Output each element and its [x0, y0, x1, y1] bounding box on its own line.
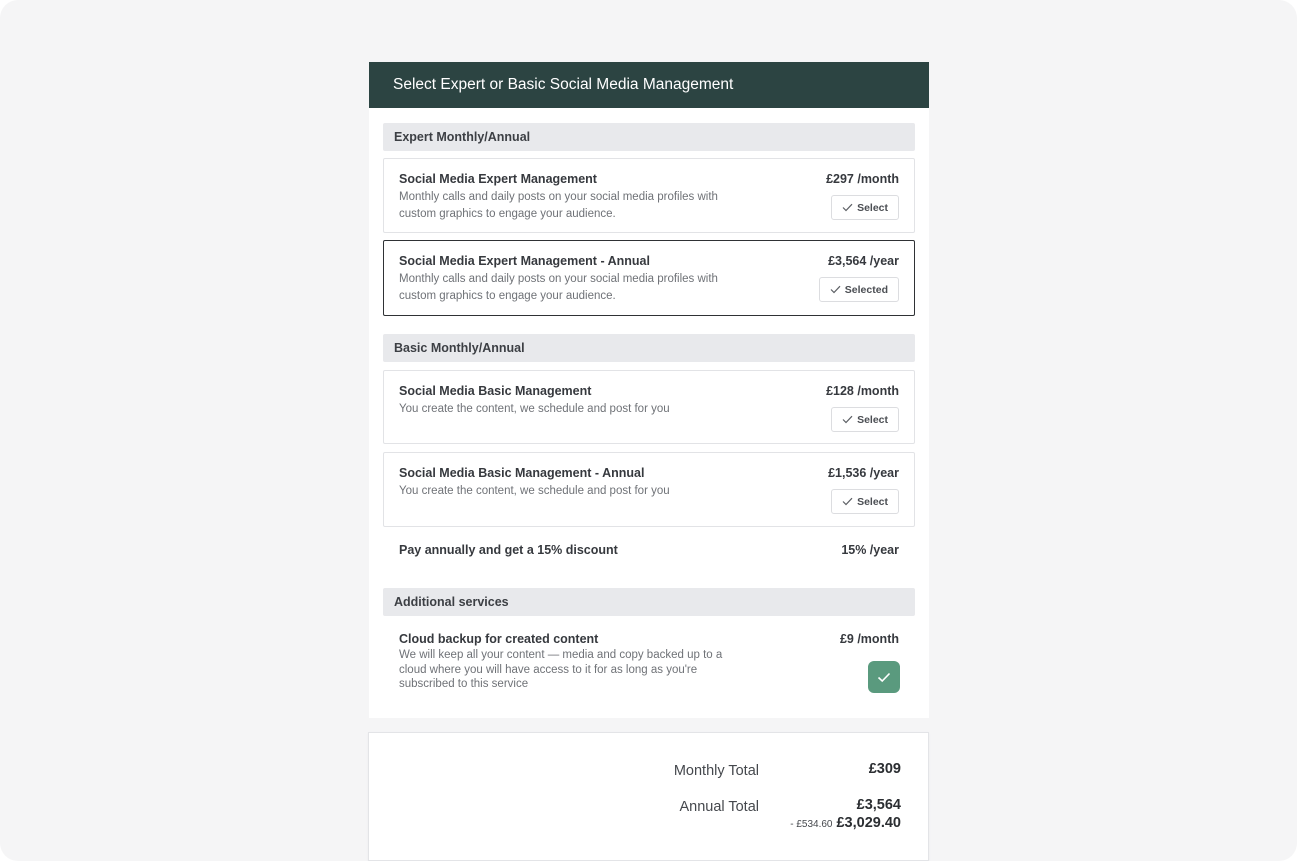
plan-card-basic-monthly[interactable] [383, 370, 915, 444]
monthly-total-label: Monthly Total [673, 763, 759, 779]
plan-price: £1,536 /year [828, 466, 899, 480]
check-icon [842, 203, 853, 212]
check-icon [842, 415, 853, 424]
plan-description: Monthly calls and daily posts on your social media profiles with custom graphics to engage your audience. [399, 273, 718, 302]
totals-panel [368, 732, 929, 861]
plan-card-basic-annual[interactable] [383, 452, 915, 527]
panel-header [369, 62, 929, 108]
plan-price: £3,564 /year [828, 254, 899, 268]
select-button[interactable] [831, 407, 899, 432]
plan-description: You create the content, we schedule and post for you [399, 403, 670, 415]
plan-description: Monthly calls and daily posts on your social media profiles with custom graphics to engage your audience. [399, 191, 718, 220]
plan-title: Social Media Expert Management [399, 172, 597, 186]
selected-button[interactable] [819, 277, 899, 302]
plan-card-expert-monthly[interactable] [383, 158, 915, 233]
plan-title: Social Media Basic Management - Annual [399, 466, 645, 480]
check-icon [830, 285, 841, 294]
annual-discount-row [399, 543, 899, 563]
discount-label: Pay annually and get a 15% discount [399, 543, 618, 557]
service-title: Cloud backup for created content [399, 632, 599, 646]
service-price: £9 /month [839, 632, 899, 646]
plan-selection-panel [369, 62, 929, 718]
annual-net-total: £3,029.40 [836, 815, 901, 831]
plan-description: You create the content, we schedule and post for you [399, 485, 670, 497]
service-checkbox[interactable] [868, 661, 900, 693]
plan-title: Social Media Basic Management [399, 384, 592, 398]
plan-price: £128 /month [826, 384, 899, 398]
annual-discount-line [790, 815, 901, 831]
select-button[interactable] [831, 489, 899, 514]
select-button-label: Select [857, 201, 888, 214]
section-header-additional: Additional services [383, 588, 915, 616]
plan-title: Social Media Expert Management - Annual [399, 254, 650, 268]
select-button-label: Select [857, 413, 888, 426]
annual-total-label: Annual Total [679, 799, 759, 815]
section-header-basic: Basic Monthly/Annual [383, 334, 915, 362]
checkbox-checked-icon [877, 672, 891, 683]
section-header-expert: Expert Monthly/Annual [383, 123, 915, 151]
annual-total-value: £3,564 [856, 797, 901, 813]
monthly-total-value: £309 [868, 761, 901, 777]
panel-title: Select Expert or Basic Social Media Management [393, 76, 734, 93]
select-button-label: Selected [844, 283, 888, 296]
plan-price: £297 /month [826, 172, 899, 186]
annual-discount-amount: - £534.60 [790, 819, 833, 830]
plan-card-expert-annual[interactable] [383, 240, 915, 316]
check-icon [842, 497, 853, 506]
select-button-label: Select [857, 495, 888, 508]
select-button[interactable] [831, 195, 899, 220]
service-description: We will keep all your content — media and copy backed up to a cloud where you will have access to it for as long as you're subscribed to this service [399, 649, 723, 690]
discount-value: 15% /year [841, 543, 899, 557]
